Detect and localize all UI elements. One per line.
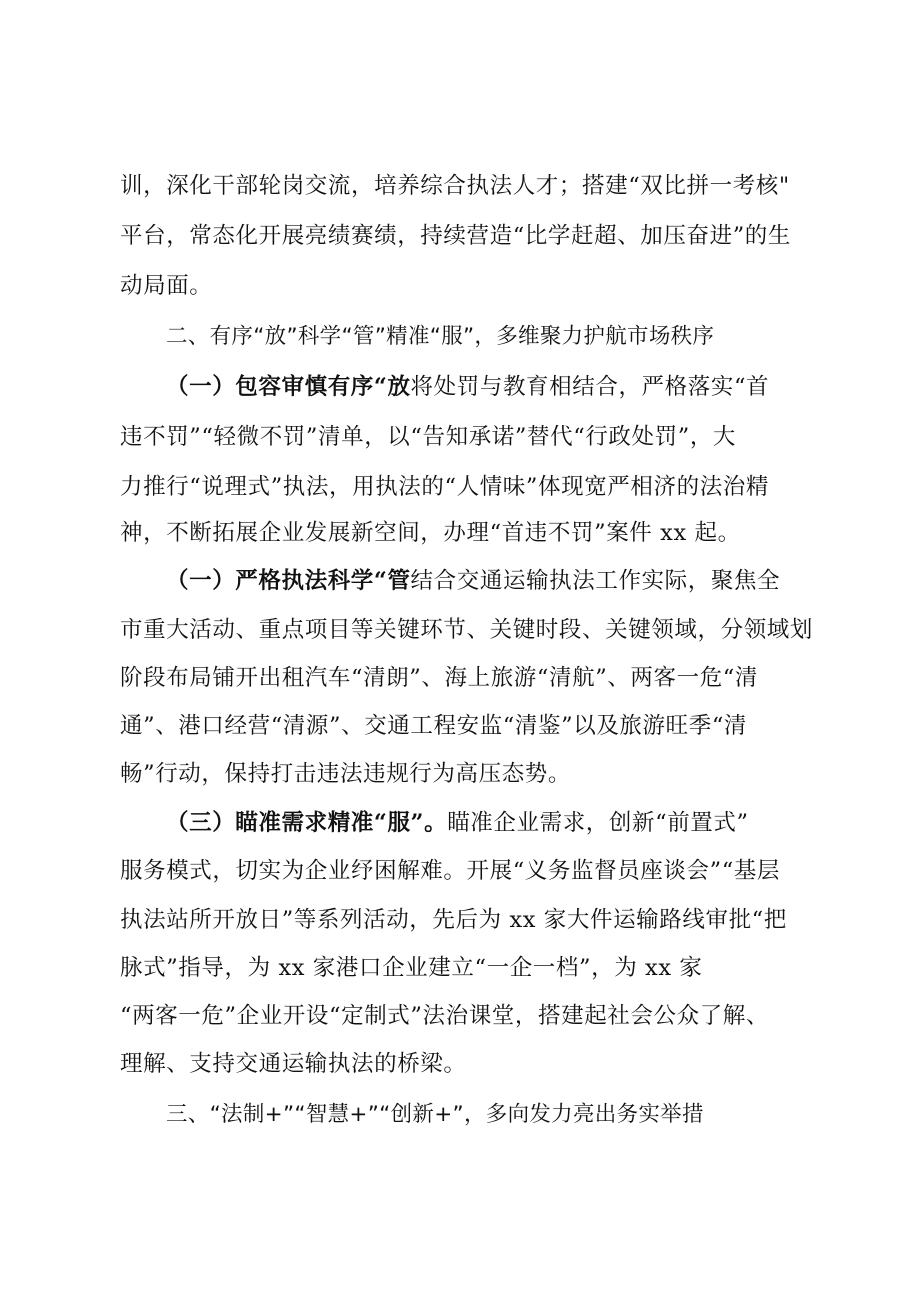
subsection-2-title: （一）严格执法科学“管	[166, 568, 411, 594]
subsection-3-line-5: “两客一危”企业开设“定制式”法治课堂，搭建起社会公众了解、	[120, 1003, 770, 1029]
subsection-3-first-line	[166, 809, 866, 837]
subsection-2-line-5: 畅”行动，保持打击违法违规行为高压态势。	[120, 761, 572, 787]
subsection-1-first-text: 将处罚与教育相结合，严格落实“首	[410, 374, 770, 400]
para1-line-3: 动局面。	[120, 273, 213, 299]
subsection-1-line-3: 力推行“说理式”执法，用执法的“人情味”体现宽严相济的法治精	[120, 474, 770, 500]
subsection-1-title: （一）包容审慎有序“放	[166, 374, 411, 400]
section-heading-2: 二、有序“放”科学“管”精准“服”，多维聚力护航市场秩序	[166, 324, 715, 349]
subsection-1-line-2: 违不罚”“轻微不罚”清单，以“告知承诺”替代“行政处罚”，大	[120, 424, 737, 450]
section-heading-3: 三、“法制+”“智慧+”“创新+”，多向发力亮出务实举措	[166, 1102, 704, 1127]
para1-line-1: 训，深化干部轮岗交流，培养综合执法人才；搭建“双比拼一考核"	[120, 173, 790, 199]
subsection-2-first-text: 结合交通运输执法工作实际，聚焦全	[410, 568, 781, 594]
subsection-2-line-2: 市重大活动、重点项目等关键环节、关键时段、关键领域，分领域划	[120, 617, 814, 643]
subsection-3-title: （三）瞄准需求精准“服”。	[166, 810, 448, 836]
subsection-3-line-6: 理解、支持交通运输执法的桥梁。	[120, 1051, 467, 1077]
subsection-2-first-line	[166, 567, 866, 595]
subsection-2-line-3: 阶段布局铺开出租汽车“清朗”、海上旅游“清航”、两客一危“清	[120, 665, 759, 691]
subsection-3-line-3: 执法站所开放日”等系列活动，先后为 xx 家大件运输路线审批“把	[120, 907, 787, 933]
subsection-2-line-4: 通”、港口经营“清源”、交通工程安监“清鉴”以及旅游旺季“清	[120, 713, 748, 739]
para1-line-2: 平台，常态化开展亮绩赛绩，持续营造“比学赶超、加压奋进”的生	[120, 223, 792, 249]
subsection-1-first-line	[166, 373, 866, 401]
subsection-3-line-4: 脉式”指导，为 xx 家港口企业建立“一企一档”，为 xx 家	[120, 955, 703, 981]
subsection-3-line-2: 服务模式，切实为企业纾困解难。开展“义务监督员座谈会”“基层	[120, 858, 781, 884]
subsection-1-line-4: 神，不断拓展企业发展新空间，办理“首违不罚”案件 xx 起。	[120, 520, 741, 546]
subsection-3-first-text: 瞄准企业需求，创新“前置式”	[447, 810, 749, 836]
